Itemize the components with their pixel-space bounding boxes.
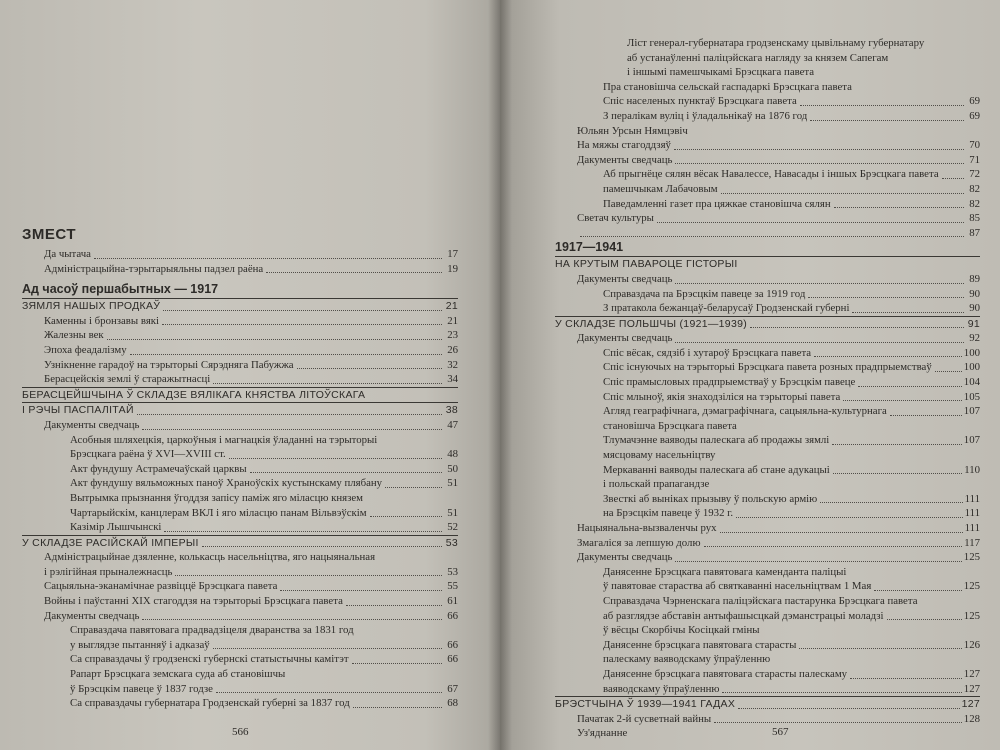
leader-dots [738, 708, 959, 709]
toc-entry-title: Чартарыйскім, канцлерам ВКЛ і яго міласцю панам Вільвэўскім [70, 506, 367, 519]
toc-entry [555, 433, 980, 448]
toc-entry-title: Спіс вёсак, сядзіб і хутароў Брэсцкага павета [603, 346, 812, 359]
toc-page-number: 105 [963, 390, 980, 403]
toc-entry [22, 579, 458, 594]
toc-entry [555, 94, 980, 109]
toc-entry-title: у выглядзе пытанняў і адказаў [70, 638, 210, 651]
toc-entry-title: І РЭЧЫ ПАСПАЛІТАЙ [22, 404, 134, 417]
leader-dots [750, 327, 964, 328]
toc-page-number: 38 [445, 404, 458, 417]
leader-dots [820, 502, 962, 503]
toc-entry-title: БЕРАСЦЕЙШЧЫНА Ў СКЛАДЗЕ ВЯЛІКАГА КНЯСТВА ЛІТОЎСКАГА [22, 388, 366, 401]
toc-page-number: 19 [447, 262, 458, 275]
toc-page-number: 69 [969, 95, 980, 108]
toc-entry [555, 390, 980, 405]
toc-entry-title: Данясенне брэсцкага павятовага старасты [603, 638, 797, 651]
toc-entry-title: Дакументы сведчаць [577, 153, 673, 166]
toc-page-number: 68 [447, 697, 458, 710]
toc-page-number: 82 [969, 182, 980, 195]
toc-entry [22, 433, 458, 448]
toc-entry-title: У СКЛАДЗЕ ПОЛЬШЧЫ (1921—1939) [555, 317, 748, 330]
toc-page-number: 100 [963, 361, 980, 374]
toc-entry-title: Акт фундушу Астрамечаўскай царквы [70, 462, 247, 475]
toc-entry [555, 652, 980, 667]
toc-entry [555, 182, 980, 197]
toc-entry [555, 477, 980, 492]
toc-entry-title: ЗЯМЛЯ НАШЫХ ПРОДКАЎ [22, 300, 161, 313]
toc-entry-title: БРЭСТЧЫНА Ў 1939—1941 ГАДАХ [555, 698, 736, 711]
toc-entry [22, 476, 458, 491]
toc-entry-title: Юльян Урсын Нямцэвіч [577, 124, 688, 137]
toc-page-number: 72 [969, 168, 980, 181]
leader-dots [352, 663, 442, 664]
toc-page-number: 61 [447, 595, 458, 608]
toc-section [22, 535, 458, 551]
toc-page-number: 67 [447, 682, 458, 695]
leader-dots [850, 678, 962, 679]
toc-entry-title: Узнікненне гарадоў на тэрыторыі Сярэдняга Пабужжа [44, 358, 294, 371]
toc-entry-title: Спіс прамысловых прадпрыемстваў у Брэсцкім павеце [603, 376, 856, 389]
leader-dots [280, 590, 442, 591]
toc-entry-title: У СКЛАДЗЕ РАСІЙСКАЙ ІМПЕРЫІ [22, 536, 199, 549]
toc-page-number: 26 [447, 343, 458, 356]
toc-page-number: 127 [961, 698, 980, 711]
left-page-number: 566 [232, 726, 249, 738]
toc-entry-title: Дакументы сведчаць [44, 609, 140, 622]
toc-entry [22, 682, 458, 697]
toc-entry [555, 301, 980, 316]
toc-entry [22, 447, 458, 462]
toc-section [555, 256, 980, 272]
toc-entry [555, 153, 980, 168]
leader-dots [714, 722, 962, 723]
toc-entry [555, 492, 980, 507]
leader-dots [833, 473, 962, 474]
toc-entry [555, 167, 980, 182]
toc-entry-title: Сацыяльна-эканамічнае развіццё Брэсцкага павета [44, 580, 278, 593]
toc-entry [555, 80, 980, 95]
toc-entry [555, 638, 980, 653]
toc-page-number: 66 [447, 653, 458, 666]
toc-entry [555, 124, 980, 139]
toc-entry [555, 682, 980, 697]
toc-entry-title: Нацыянальна-вызваленчы рух [577, 522, 717, 534]
toc-page-number: 66 [447, 638, 458, 651]
toc-entry-title: Дакументы сведчаць [577, 332, 673, 345]
toc-entry [22, 520, 458, 535]
toc-entry [22, 372, 458, 387]
leader-dots [722, 692, 961, 693]
toc-entry [555, 726, 980, 741]
toc-entry-title: на Брэсцкім павеце ў 1932 г. [603, 507, 734, 520]
toc-entry-title: ў Брэсцкім павеце ў 1837 годзе [70, 682, 213, 695]
toc-page-number: 32 [447, 358, 458, 371]
toc-page-number: 107 [963, 405, 980, 418]
leader-dots [94, 258, 442, 259]
leader-dots [675, 342, 964, 343]
leader-dots [799, 648, 961, 649]
leader-dots [808, 297, 964, 298]
toc-entry [555, 579, 980, 594]
toc-entry-title: Светач культуры [577, 212, 654, 225]
leader-dots [814, 356, 962, 357]
toc-entry [555, 536, 980, 551]
toc-entry [22, 343, 458, 358]
toc-entry-title: Аб прыгнёце сялян вёсак Навалессе, Навасады і іншых Брэсцкага павета [603, 168, 939, 181]
toc-entry-title: Са справаздачы губернатара Гродзенскай губерні за 1837 год [70, 697, 350, 710]
toc-page-number: 100 [963, 346, 980, 359]
toc-entry-title: Справаздача Чэрненскага паліцэйскага пастарунка Брэсцкага павета [603, 594, 918, 607]
leader-dots [657, 222, 964, 223]
toc-entry-title: Пачатак 2-й сусветнай вайны [577, 712, 712, 725]
toc-entry [555, 550, 980, 565]
toc-page-number: 111 [964, 507, 980, 520]
leader-dots [164, 531, 442, 532]
toc-entry [555, 667, 980, 682]
part-heading: 1917—1941 [555, 240, 624, 255]
toc-entry-title: Справаздача па Брэсцкім павеце за 1919 год [603, 287, 806, 300]
toc-page-number: 111 [964, 492, 980, 505]
toc-entry-title: Адміністрацыйнае дзяленне, колькасць насельніцтва, яго нацыянальная [44, 551, 376, 564]
leader-dots [346, 605, 442, 606]
right-page [500, 0, 1000, 750]
leader-dots [887, 619, 962, 620]
leader-dots [370, 516, 442, 517]
leader-dots [107, 339, 442, 340]
toc-entry-title: Ліст генерал-губернатара гродзенскаму цывільнаму губернатару [627, 37, 925, 49]
toc-entry [555, 404, 980, 419]
leader-dots [137, 414, 442, 415]
toc-entry [555, 463, 980, 478]
right-toc-list [555, 36, 980, 741]
toc-entry [22, 358, 458, 373]
toc-entry [555, 375, 980, 390]
toc-entry [22, 462, 458, 477]
toc-entry-title: З пералікам вуліц і ўладальнікаў на 1876 год [603, 109, 808, 122]
toc-entry-title: Са справаздачы ў гродзенскі губернскі статыстычны камітэт [70, 653, 349, 666]
toc-entry [555, 506, 980, 521]
toc-entry-title: Пра становішча сельскай гаспадаркі Брэсцкага павета [603, 80, 852, 93]
toc-entry-title: З пратакола бежанцаў-беларусаў Гродзенскай губерні [603, 302, 850, 315]
toc-entry-title: і іншымі памешчыкамі Брэсцкага павета [627, 66, 815, 79]
leader-dots [935, 371, 962, 372]
toc-entry-title: Данясенне Брэсцкага павятовага каменданта паліцыі [603, 565, 847, 578]
toc-entry-title: Брэсцкага раёна ў XVI—XVIII ст. [70, 448, 226, 461]
toc-entry-title: Вытрымка прызнання ўгоддзя запісу паміж яго міласцю князем [70, 491, 363, 504]
toc-page-number: 104 [963, 376, 980, 389]
toc-entry [22, 652, 458, 667]
toc-entry-title: ў павятовае стараства аб святкаванні насельніцтвам 1 Мая [603, 580, 872, 593]
toc-page-number: 51 [447, 506, 458, 519]
toc-entry [555, 346, 980, 361]
toc-entry [555, 197, 980, 212]
toc-page-number: 70 [969, 139, 980, 152]
toc-page-number: 90 [969, 287, 980, 300]
leader-dots [720, 532, 963, 533]
toc-entry-title: Змагаліся за лепшую долю [577, 536, 701, 549]
toc-entry-title: На мяжы стагоддзяў [577, 139, 671, 152]
toc-page-number: 69 [969, 109, 980, 122]
toc-entry [22, 565, 458, 580]
toc-entry [22, 667, 458, 682]
toc-entry-title: Уз'яднанне [577, 727, 628, 740]
toc-page-number: 66 [447, 609, 458, 622]
leader-dots [266, 272, 442, 273]
toc-entry [555, 565, 980, 580]
toc-entry [22, 609, 458, 624]
leader-dots [202, 546, 442, 547]
toc-entry [555, 594, 980, 609]
toc-page-number: 17 [447, 248, 458, 260]
leader-dots [800, 105, 964, 106]
toc-page-number: 50 [447, 462, 458, 475]
toc-page-number: 34 [447, 373, 458, 386]
leader-dots [163, 310, 442, 311]
toc-entry-title: палескаму ваяводскаму ўпраўленню [603, 653, 771, 666]
toc-entry-title: Паведамленні газет пра цяжкае становішча сялян [603, 197, 831, 210]
toc-entry-title: ваяводскаму ўпраўленню [603, 682, 720, 695]
toc-page-number: 125 [963, 609, 980, 622]
toc-entry-title: Спіс існуючых на тэрыторыі Брэсцкага павета розных прадпрыемстваў [603, 361, 932, 374]
leader-dots [852, 312, 964, 313]
toc-entry-title: Меркаванні ваяводы палескага аб стане адукацыі [603, 463, 830, 476]
toc-page-number: 21 [445, 300, 458, 313]
toc-entry [555, 331, 980, 346]
toc-entry-title: і польскай прапагандзе [603, 478, 710, 491]
toc-entry-title: становішча Брэсцкага павета [603, 419, 737, 432]
toc-entry [555, 521, 980, 536]
toc-entry-title: Эпоха феадалізму [44, 343, 127, 356]
toc-section [555, 316, 980, 332]
toc-entry [22, 247, 458, 262]
toc-entry-title: Справаздача павятовага прадвадзіцеля дваранства за 1831 год [70, 624, 354, 637]
leader-dots [675, 163, 964, 164]
toc-entry [555, 287, 980, 302]
leader-dots [834, 207, 964, 208]
toc-entry [22, 314, 458, 329]
toc-page-number: 89 [969, 272, 980, 285]
toc-entry-title: памешчыкам Лабачовым [603, 182, 718, 195]
leader-dots [142, 429, 442, 430]
toc-entry-title: аб разглядзе абставін антыфашысцкай дэманстрацыі моладзі [603, 609, 884, 622]
toc-page-number: 111 [964, 522, 980, 534]
toc-page-number: 117 [964, 536, 980, 549]
toc-entry [555, 51, 980, 66]
toc-entry [555, 272, 980, 287]
toc-entry [555, 609, 980, 624]
leader-dots [162, 324, 442, 325]
toc-entry [22, 638, 458, 653]
toc-entry [555, 65, 980, 80]
leader-dots [353, 707, 442, 708]
toc-entry-title: Дакументы сведчаць [577, 551, 673, 564]
toc-page-number: 91 [967, 317, 980, 330]
toc-entry [22, 506, 458, 521]
toc-page-number: 107 [963, 434, 980, 447]
toc-entry-title: Войны і паўстанні XIX стагоддзя на тэрыторыі Брэсцкага павета [44, 595, 343, 608]
toc-section [22, 298, 458, 314]
toc-page-number: 125 [963, 551, 980, 564]
toc-page-number: 128 [963, 712, 980, 725]
toc-page-number: 53 [445, 536, 458, 549]
leader-dots [858, 386, 961, 387]
toc-entry [22, 262, 458, 277]
toc-page-number: 127 [963, 667, 980, 680]
leader-dots [674, 149, 964, 150]
toc-page-number: 23 [447, 329, 458, 342]
toc-entry [555, 623, 980, 638]
toc-entry-title: Спіс млыноў, якія знаходзіліся на тэрыторыі павета [603, 390, 841, 403]
toc-entry [555, 360, 980, 375]
leader-dots [175, 575, 442, 576]
toc-entry-title: Дакументы сведчаць [577, 272, 673, 285]
toc-page-number: 21 [447, 314, 458, 327]
leader-dots [142, 619, 442, 620]
toc-entry [22, 491, 458, 506]
toc-page-number: 90 [969, 302, 980, 315]
toc-page-number: 92 [969, 332, 980, 345]
toc-page-number: 51 [447, 477, 458, 490]
toc-page-number: 110 [964, 463, 980, 476]
leader-dots [942, 178, 964, 179]
toc-entry-title: аб устанаўленні паліцэйскага нагляду за князем Сапегам [627, 51, 889, 64]
leader-dots [736, 517, 963, 518]
leader-dots [580, 236, 964, 237]
toc-section [22, 402, 458, 418]
toc-entry-title: Жалезны век [44, 329, 104, 342]
toc-page-number: 82 [969, 197, 980, 210]
toc-entry [22, 328, 458, 343]
toc-page-number: 52 [447, 521, 458, 534]
leader-dots [675, 561, 961, 562]
toc-entry-title: Агляд геаграфічнага, дэмаграфічнага, сацыяльна-культурнага [603, 405, 887, 418]
toc-entry-title: Звесткі аб выніках прызыву ў польскую армію [603, 492, 818, 505]
toc-page-number: 126 [963, 638, 980, 651]
toc-entry [22, 550, 458, 565]
leader-dots [297, 368, 442, 369]
toc-entry [22, 623, 458, 638]
toc-entry-title: Да чытача [44, 248, 91, 260]
toc-page-number: 53 [447, 565, 458, 578]
toc-section [555, 696, 980, 712]
toc-entry-title: Данясенне брэсцкага павятовага старасты палескаму [603, 667, 848, 680]
toc-heading: ЗМЕСТ [22, 226, 77, 243]
leader-dots [832, 444, 961, 445]
leader-dots [213, 383, 442, 384]
toc-entry-title: ў вёсцы Скорбічы Косіцкай гміны [603, 624, 760, 637]
toc-entry [555, 712, 980, 727]
leader-dots [213, 648, 442, 649]
toc-entry [555, 138, 980, 153]
toc-section [22, 387, 458, 403]
leader-dots [810, 120, 964, 121]
toc-entry-title: Асобныя шляхецкія, царкоўныя і магнацкія ўладанні на тэрыторыі [70, 433, 378, 446]
toc-entry [22, 696, 458, 711]
toc-page-number: 55 [447, 580, 458, 593]
toc-page-number: 127 [963, 682, 980, 695]
leader-dots [721, 193, 964, 194]
toc-entry [555, 36, 980, 51]
leader-dots [675, 283, 964, 284]
leader-dots [130, 354, 442, 355]
toc-entry-title: Адміністрацыйна-тэрытарыяльны падзел раёна [44, 262, 264, 275]
leader-dots [843, 400, 962, 401]
toc-entry [555, 211, 980, 226]
left-toc-list [22, 247, 458, 711]
toc-entry-title: Дакументы сведчаць [44, 418, 140, 431]
toc-page-number: 71 [969, 153, 980, 166]
leader-dots [890, 415, 962, 416]
toc-entry [555, 448, 980, 463]
toc-page-number: 47 [447, 418, 458, 431]
toc-entry [22, 418, 458, 433]
leader-dots [250, 472, 442, 473]
toc-entry-title: Тлумачэнне ваяводы палескага аб продажы зямлі [603, 434, 830, 447]
toc-page-number: 125 [963, 580, 980, 593]
toc-entry-title: Рапарт Брэсцкага земскага суда аб становішчы [70, 668, 286, 681]
toc-entry-title: Акт фундушу вяльможных паноў Храноўскіх кустынскаму плябану [70, 477, 383, 490]
leader-dots [229, 458, 442, 459]
toc-entry-title: НА КРУТЫМ ПАВАРОЦЕ ГІСТОРЫІ [555, 258, 738, 271]
leader-dots [385, 487, 442, 488]
toc-entry-title: Казімір Лышчынскі [70, 521, 162, 534]
toc-entry [555, 419, 980, 434]
toc-page-number: 85 [969, 212, 980, 225]
leader-dots [704, 546, 963, 547]
leader-dots [216, 692, 442, 693]
part-heading: Ад часоў першабытных — 1917 [22, 282, 219, 297]
toc-entry-title: Каменны і бронзавы вякі [44, 314, 160, 327]
toc-page-number: 48 [447, 448, 458, 461]
right-page-number: 567 [772, 726, 789, 738]
toc-entry-title: і рэлігійная прыналежнасць [44, 565, 173, 578]
toc-entry-title: мясцоваму насельніцтву [603, 449, 716, 462]
toc-entry [555, 109, 980, 124]
toc-entry-title: Берасцейскія землі ў старажытнасці [44, 373, 211, 386]
toc-entry-title: Спіс населеных пунктаў Брэсцкага павета [603, 95, 797, 108]
toc-entry [555, 226, 980, 241]
leader-dots [874, 590, 962, 591]
toc-entry [22, 594, 458, 609]
toc-page-number: 87 [969, 226, 980, 239]
